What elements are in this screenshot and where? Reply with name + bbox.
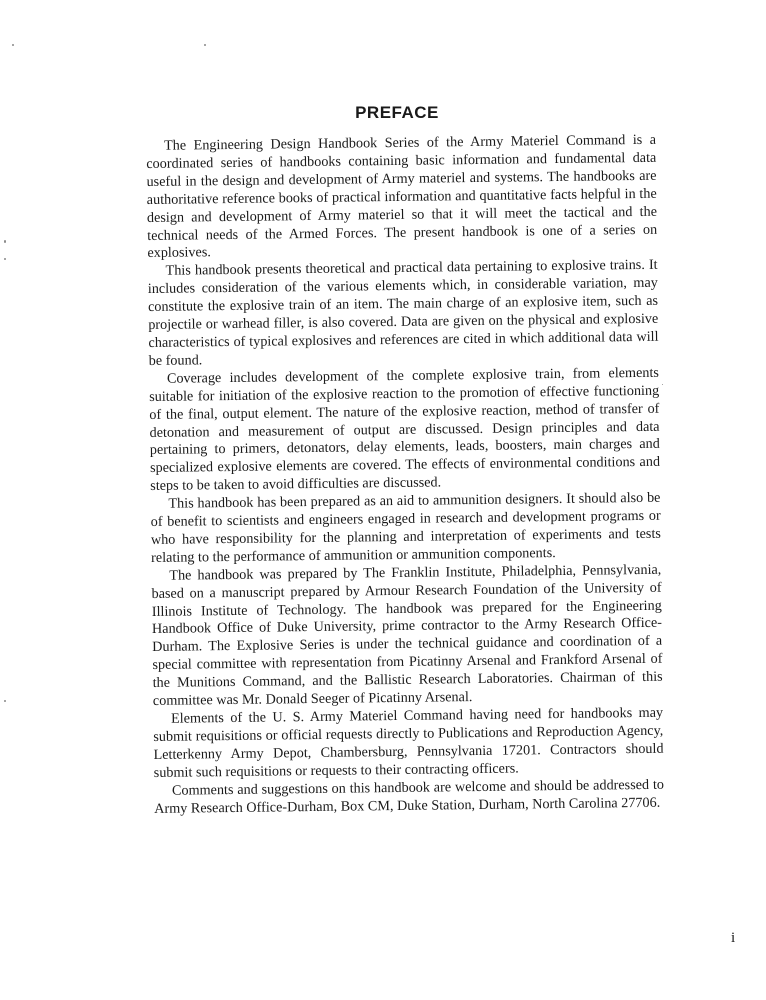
scan-speck: [662, 384, 663, 385]
paragraph-coverage: Coverage includes development of the complete explosive train, from elements suitable for initiation of the explosive reaction to the promotion of effective functioning of the final, output element. The nature of the explosive reaction, method of transfer of detonation and measurement of output are discussed. Design principles and data pertaining to primers, detonators, delay elements, leads, boosters, main charges and specialized explosive elements are covered. The effects of environmental conditions and steps to be taken to avoid difficulties are discussed.: [149, 364, 661, 495]
paragraph-requisitions: Elements of the U. S. Army Materiel Command having need for handbooks may submit requisitions or official requests directly to Publications and Reproduction Agency, Letterkenny Army Depot, Chambersburg, Pennsylvania 17201. Contractors should submit such requisitions or requests to their contracting officers.: [153, 704, 664, 781]
scan-speck: [4, 240, 6, 243]
scan-speck: [4, 258, 6, 260]
preface-body: [146, 132, 664, 819]
paragraph-series-intro: The Engineering Design Handbook Series of the Army Materiel Command is a coordinated series of handbooks containing basic information and fundamental data useful in the design and development of Army materiel and systems. The handbooks are authoritative reference books of practical information and quantitative facts helpful in the design and development of Army materiel so that it will meet the tactical and the technical needs of the Armed Forces. The present handbook is one of a series on explosives.: [146, 131, 658, 262]
scan-speck: [12, 44, 14, 46]
paragraph-comments: Comments and suggestions on this handbook are welcome and should be addressed to Army Research Office-Durham, Box CM, Duke Station, Durham, North Carolina 27706.: [154, 776, 665, 817]
scan-speck: [204, 44, 206, 46]
page-title: PREFACE: [355, 103, 439, 122]
paragraph-preparation: The handbook was prepared by The Franklin Institute, Philadelphia, Pennsylvania, based on a manuscript prepared by Armour Research Foundation of the University of Illinois Institute of Technology. The handbook was prepared for the Engineering Handbook Office of Duke University, prime contractor to the Army Research Office-Durham. The Explosive Series is under the technical guidance and coordination of a special committee with representation from Picatinny Arsenal and Frankford Arsenal of the Munitions Command, and the Ballistic Research Laboratories. Chairman of this committee was Mr. Donald Seeger of Picatinny Arsenal.: [151, 561, 663, 710]
page-number: i: [731, 930, 736, 946]
scan-speck: [4, 700, 6, 702]
paragraph-scope: This handbook presents theoretical and practical data pertaining to explosive trains. It includes consideration of the various elements which, in considerable variation, may constitute the explosive train of an item. The main charge of an explosive item, such as projectile or warhead filler, is also covered. Data are given on the physical and explosive characteristics of typical explosives and references are cited in which additional data will be found.: [147, 257, 659, 369]
paragraph-purpose: This handbook has been prepared as an aid to ammunition designers. It should also be of benefit to scientists and engineers engaged in research and development programs or who have responsibility for the planning and interpretation of experiments and tests relating to the performance of ammunition or ammunition components.: [150, 489, 661, 566]
